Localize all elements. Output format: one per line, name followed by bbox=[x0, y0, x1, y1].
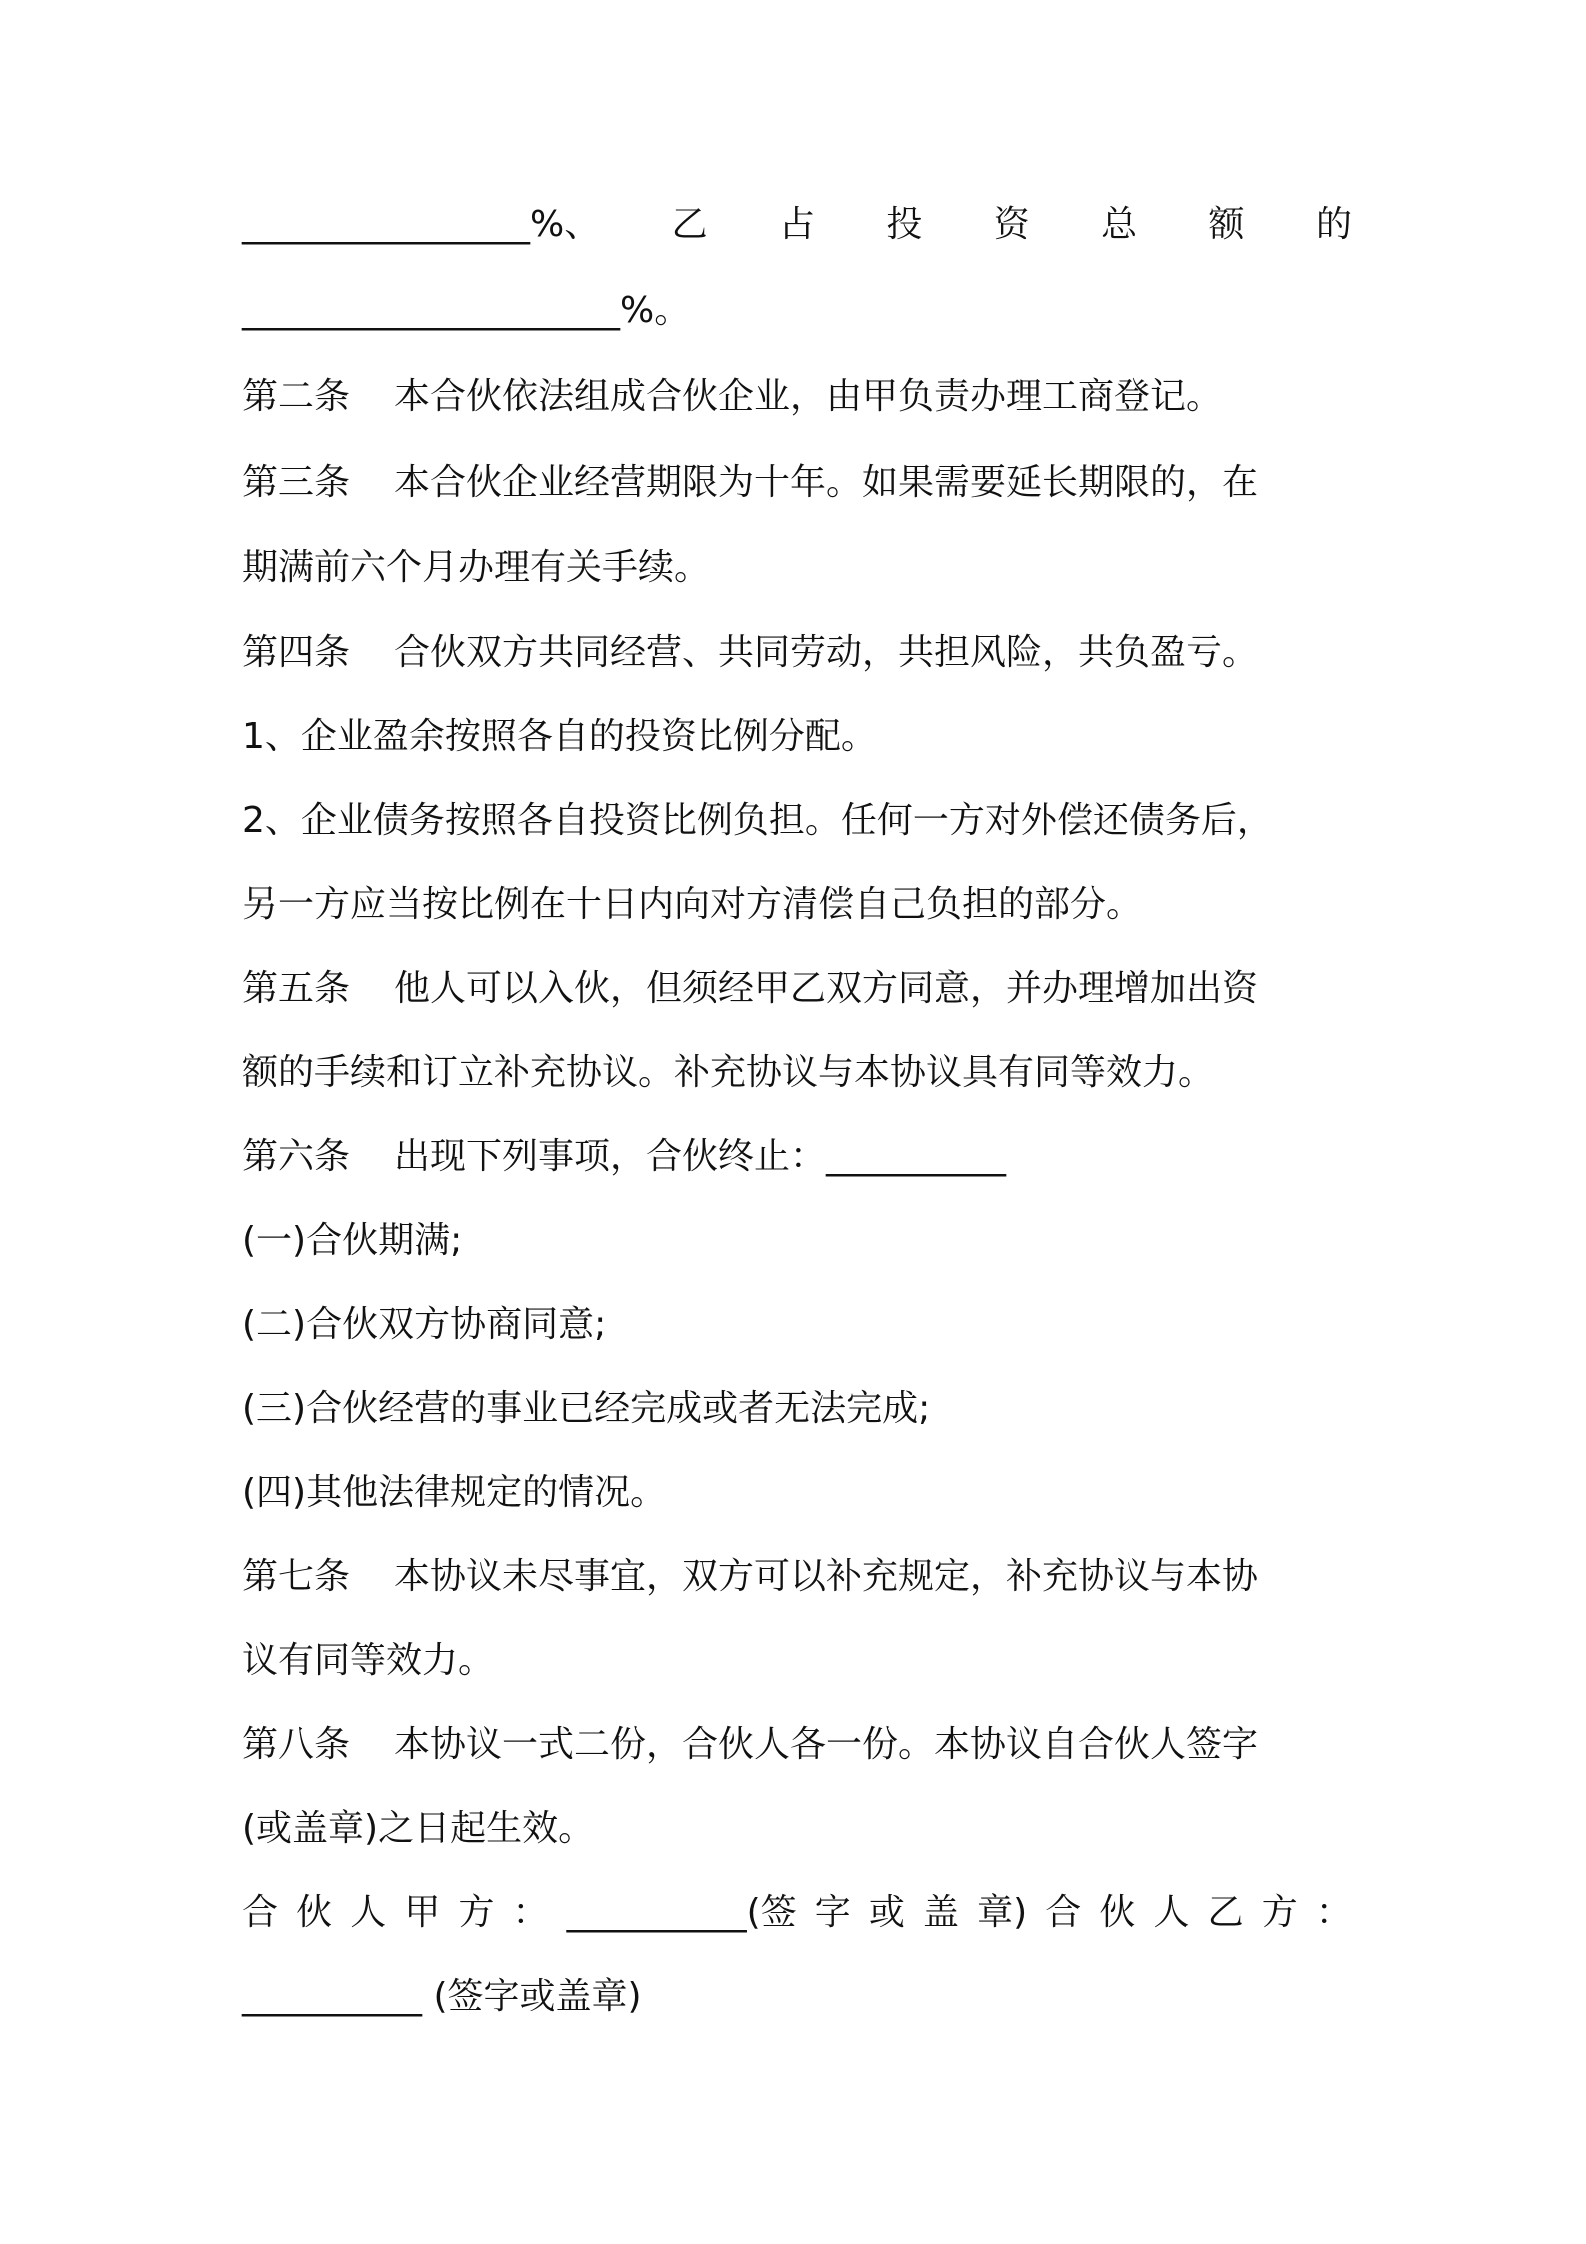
article-text: 他人可以入伙，但须经甲乙双方同意，并办理增加出资 bbox=[394, 968, 1259, 1009]
item-3: (三)合伙经营的事业已经完成或者无法完成; bbox=[242, 1388, 931, 1429]
char: 额 bbox=[1208, 204, 1245, 245]
char: 方 bbox=[458, 1892, 495, 1933]
blank-percent-b: _____________________%。 bbox=[242, 290, 691, 331]
article-5-cont: 额的手续和订立补充协议。补充协议与本协议具有同等效力。 bbox=[242, 1052, 1215, 1093]
signature-blank-a: __________(签 bbox=[566, 1892, 797, 1933]
article-5 bbox=[242, 964, 1352, 1014]
article-text: 本协议一式二份，合伙人各一份。本协议自合伙人签字 bbox=[394, 1724, 1259, 1765]
char: 占 bbox=[778, 204, 815, 245]
char: 或 bbox=[868, 1892, 905, 1933]
item-4: (四)其他法律规定的情况。 bbox=[242, 1472, 667, 1513]
article-label: 第三条 bbox=[242, 462, 351, 503]
article-8-cont: (或盖章)之日起生效。 bbox=[242, 1808, 595, 1849]
char: 资 bbox=[993, 204, 1030, 245]
article-3-cont: 期满前六个月办理有关手续。 bbox=[242, 547, 711, 588]
signature-blank-b: __________ (签字或盖章) bbox=[242, 1976, 642, 2017]
char: ： bbox=[1315, 1892, 1352, 1933]
article-text: 本协议未尽事宜，双方可以补充规定，补充协议与本协 bbox=[394, 1556, 1259, 1597]
article-3 bbox=[242, 458, 1352, 508]
article-8 bbox=[242, 1720, 1352, 1770]
char: 方 bbox=[1261, 1892, 1298, 1933]
article-label: 第七条 bbox=[242, 1556, 351, 1597]
article-4 bbox=[242, 628, 1352, 678]
article-text: 合伙双方共同经营、共同劳动，共担风险，共负盈亏。 bbox=[394, 632, 1259, 673]
article-text: 本合伙依法组成合伙企业，由甲负责办理工商登记。 bbox=[394, 376, 1223, 417]
item-2: (二)合伙双方协商同意; bbox=[242, 1304, 607, 1345]
article-label: 第四条 bbox=[242, 632, 351, 673]
char: 盖 bbox=[923, 1892, 960, 1933]
clause-1: 1、企业盈余按照各自的投资比例分配。 bbox=[242, 716, 877, 757]
signature-line bbox=[242, 1888, 1352, 1938]
char: 字 bbox=[814, 1892, 851, 1933]
clause-2-cont: 另一方应当按比例在十日内向对方清偿自己负担的部分。 bbox=[242, 884, 1143, 925]
char: 伙 bbox=[1099, 1892, 1136, 1933]
article-label: 第五条 bbox=[242, 968, 351, 1009]
char: 人 bbox=[1153, 1892, 1190, 1933]
article-label: 第八条 bbox=[242, 1724, 351, 1765]
article-label: 第二条 bbox=[242, 376, 351, 417]
char: 伙 bbox=[296, 1892, 333, 1933]
char: 的 bbox=[1315, 204, 1352, 245]
article-7-cont: 议有同等效力。 bbox=[242, 1640, 495, 1681]
char: 章) bbox=[977, 1892, 1028, 1933]
char: 合 bbox=[242, 1892, 279, 1933]
clause-2: 2、企业债务按照各自投资比例负担。任何一方对外偿还债务后， bbox=[242, 800, 1273, 841]
blank-percent-a: ________________%、 bbox=[242, 204, 601, 245]
char: 乙 bbox=[1207, 1892, 1244, 1933]
char: 人 bbox=[350, 1892, 387, 1933]
article-6 bbox=[242, 1132, 1352, 1182]
article-text: 本合伙企业经营期限为十年。如果需要延长期限的，在 bbox=[394, 462, 1259, 503]
char: 总 bbox=[1101, 204, 1138, 245]
char: 乙 bbox=[671, 204, 708, 245]
char: 投 bbox=[886, 204, 923, 245]
article-7 bbox=[242, 1552, 1352, 1602]
article-text: 出现下列事项，合伙终止：__________ bbox=[394, 1136, 1007, 1177]
char: 甲 bbox=[404, 1892, 441, 1933]
char: ： bbox=[512, 1892, 549, 1933]
item-1: (一)合伙期满; bbox=[242, 1220, 463, 1261]
char: 合 bbox=[1045, 1892, 1082, 1933]
article-2 bbox=[242, 372, 1352, 422]
article-label: 第六条 bbox=[242, 1136, 351, 1177]
investment-ratio-line bbox=[242, 200, 1352, 250]
